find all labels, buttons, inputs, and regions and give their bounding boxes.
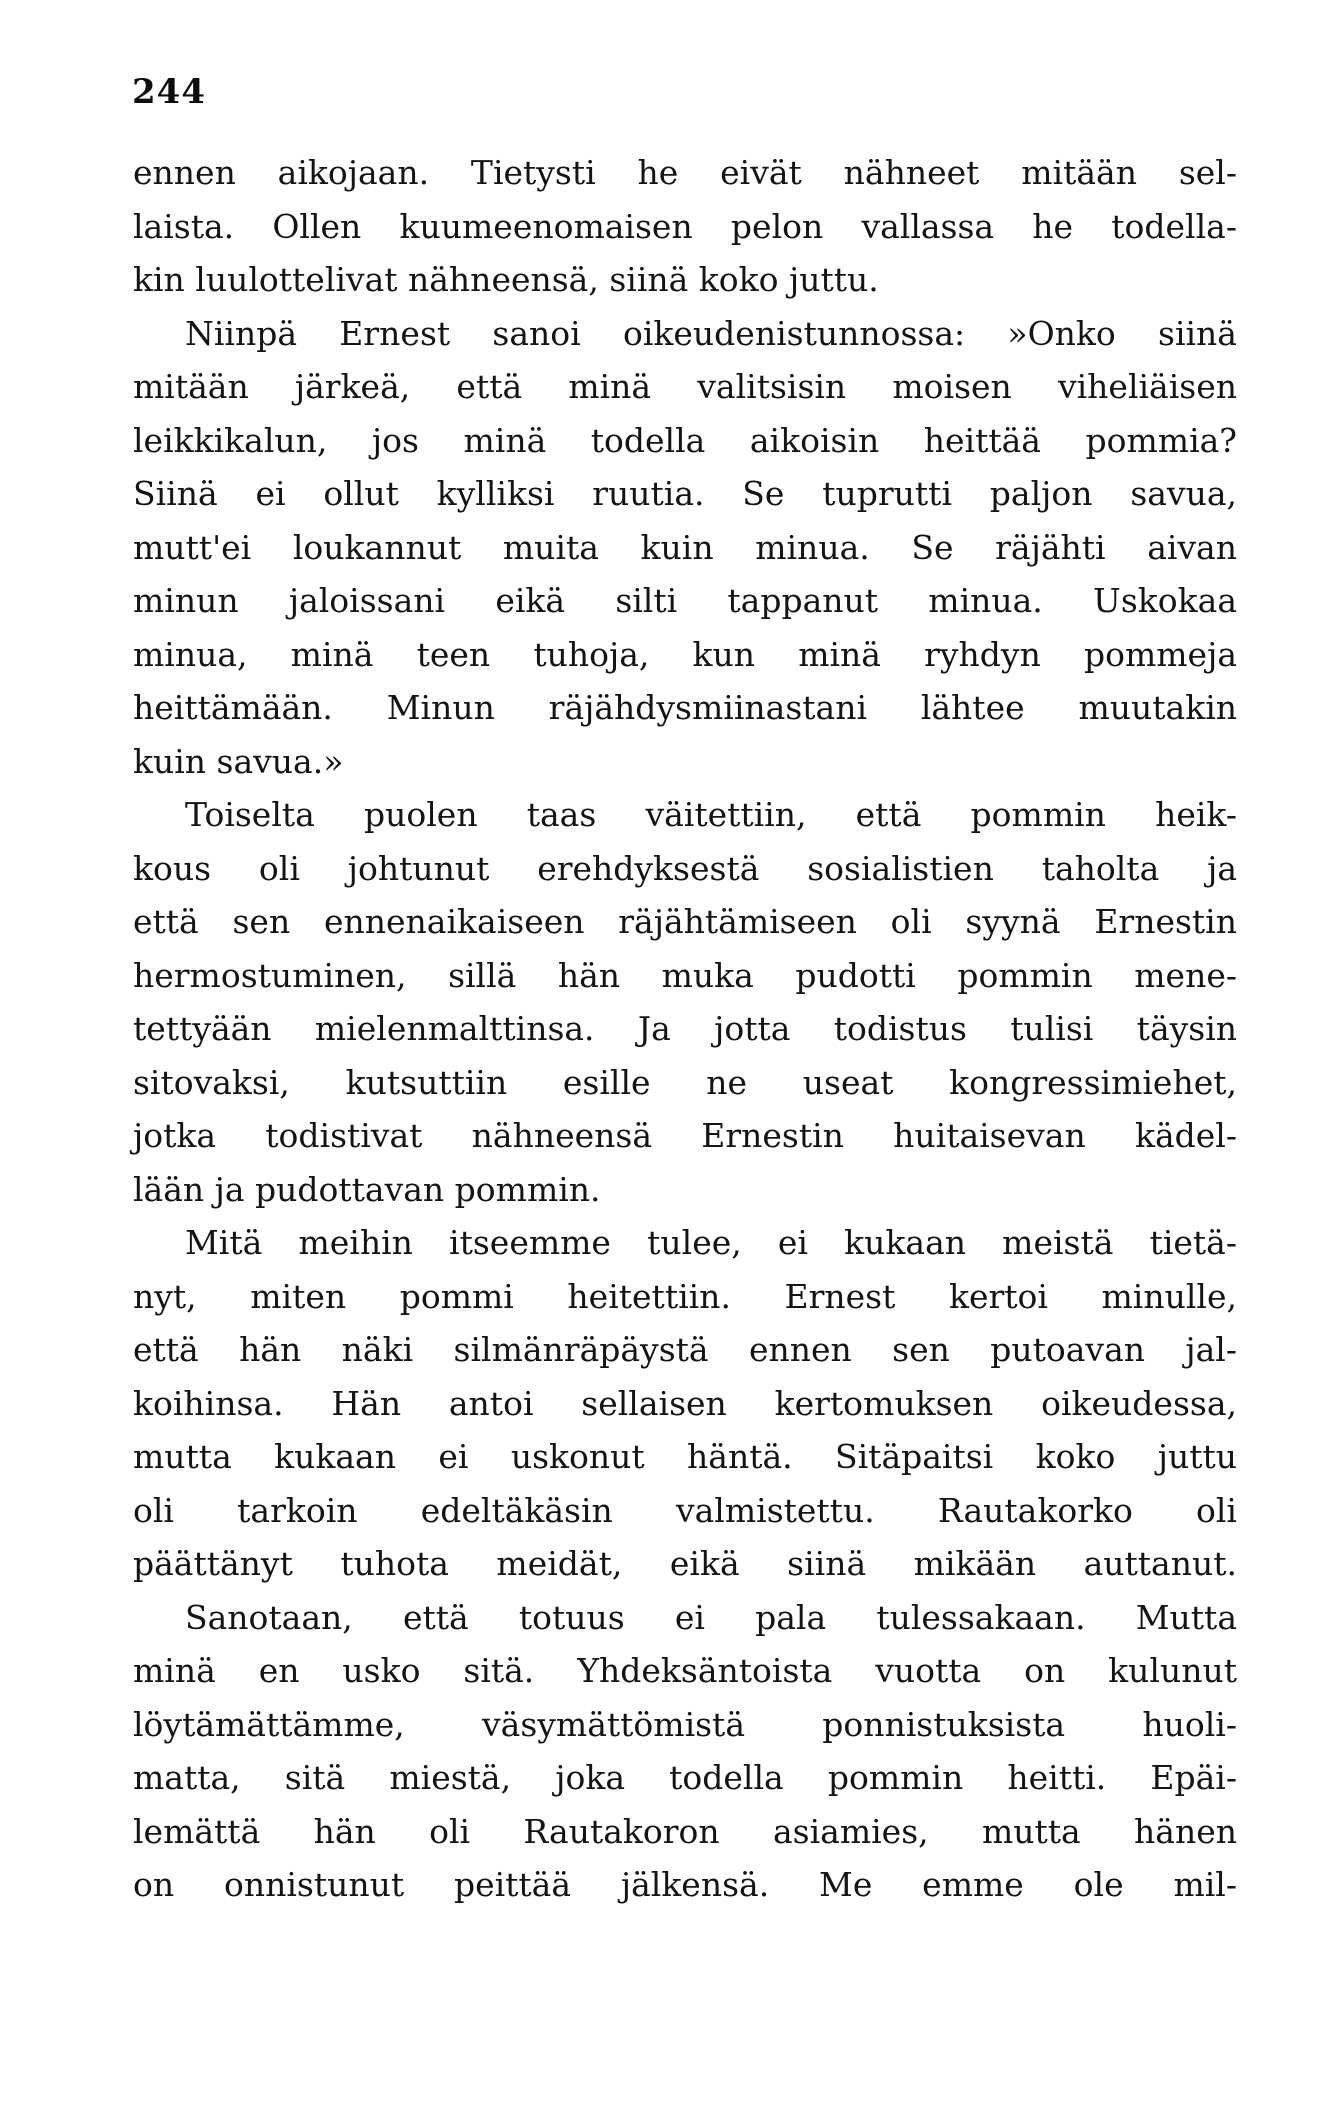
text-line: nyt, miten pommi heitettiin. Ernest kertoi minulle, bbox=[133, 1276, 1237, 1316]
text-line: on onnistunut peittää jälkensä. Me emme ole mil- bbox=[133, 1865, 1237, 1904]
text-line: että sen ennenaikaiseen räjähtämiseen oli syynä Ernestin bbox=[133, 902, 1237, 941]
text-line: Niinpä Ernest sanoi oikeudenistunnossa: »Onko siinä bbox=[185, 313, 1237, 353]
text-line: mutta kukaan ei uskonut häntä. Sitäpaitsi koko juttu bbox=[133, 1437, 1237, 1476]
text-line: matta, sitä miestä, joka todella pommin heitti. Epäi- bbox=[133, 1758, 1237, 1797]
text-line: minun jaloissani eikä silti tappanut minua. Uskokaa bbox=[133, 581, 1237, 620]
page-number: 244 bbox=[132, 72, 206, 112]
text-line: lemättä hän oli Rautakoron asiamies, mutta hänen bbox=[133, 1811, 1237, 1851]
text-line: oli tarkoin edeltäkäsin valmistettu. Rautakorko oli bbox=[133, 1490, 1237, 1530]
text-line: tettyään mielenmalttinsa. Ja jotta todistus tulisi täysin bbox=[133, 1009, 1237, 1048]
text-line: päättänyt tuhota meidät, eikä siinä mikään auttanut. bbox=[133, 1544, 1237, 1583]
text-line: Mitä meihin itseemme tulee, ei kukaan meistä tietä- bbox=[185, 1223, 1237, 1262]
body-text bbox=[133, 146, 1237, 1912]
text-line: Siinä ei ollut kylliksi ruutia. Se tuprutti paljon savua, bbox=[133, 474, 1237, 513]
text-line: kin luulottelivat nähneensä, siinä koko juttu. bbox=[133, 260, 879, 299]
text-line: leikkikalun, jos minä todella aikoisin heittää pommia? bbox=[133, 420, 1237, 460]
text-line: mitään järkeä, että minä valitsisin moisen viheliäisen bbox=[133, 367, 1237, 406]
text-line: mutt'ei loukannut muita kuin minua. Se räjähti aivan bbox=[133, 527, 1237, 567]
text-line: ennen aikojaan. Tietysti he eivät nähneet mitään sel- bbox=[133, 153, 1237, 192]
text-line: kous oli johtunut erehdyksestä sosialistien taholta ja bbox=[133, 848, 1237, 888]
text-line: heittämään. Minun räjähdysmiinastani lähtee muutakin bbox=[133, 688, 1237, 727]
text-line: minä en usko sitä. Yhdeksäntoista vuotta on kulunut bbox=[133, 1651, 1237, 1690]
text-line: lään ja pudottavan pommin. bbox=[133, 1169, 601, 1209]
text-line: kuin savua.» bbox=[133, 741, 344, 781]
text-line: että hän näki silmänräpäystä ennen sen putoavan jal- bbox=[133, 1330, 1237, 1369]
text-line: minua, minä teen tuhoja, kun minä ryhdyn pommeja bbox=[133, 634, 1237, 674]
text-line: jotka todistivat nähneensä Ernestin huitaisevan kädel- bbox=[133, 1116, 1237, 1155]
text-line: hermostuminen, sillä hän muka pudotti pommin mene- bbox=[133, 955, 1237, 995]
text-line: Sanotaan, että totuus ei pala tulessakaan. Mutta bbox=[185, 1597, 1237, 1637]
text-line: sitovaksi, kutsuttiin esille ne useat kongressimiehet, bbox=[133, 1062, 1237, 1102]
text-line: koihinsa. Hän antoi sellaisen kertomuksen oikeudessa, bbox=[133, 1383, 1237, 1423]
text-line: laista. Ollen kuumeenomaisen pelon vallassa he todella- bbox=[133, 206, 1237, 246]
text-line: löytämättämme, väsymättömistä ponnistuksista huoli- bbox=[133, 1704, 1237, 1744]
text-line: Toiselta puolen taas väitettiin, että pommin heik- bbox=[185, 795, 1237, 834]
